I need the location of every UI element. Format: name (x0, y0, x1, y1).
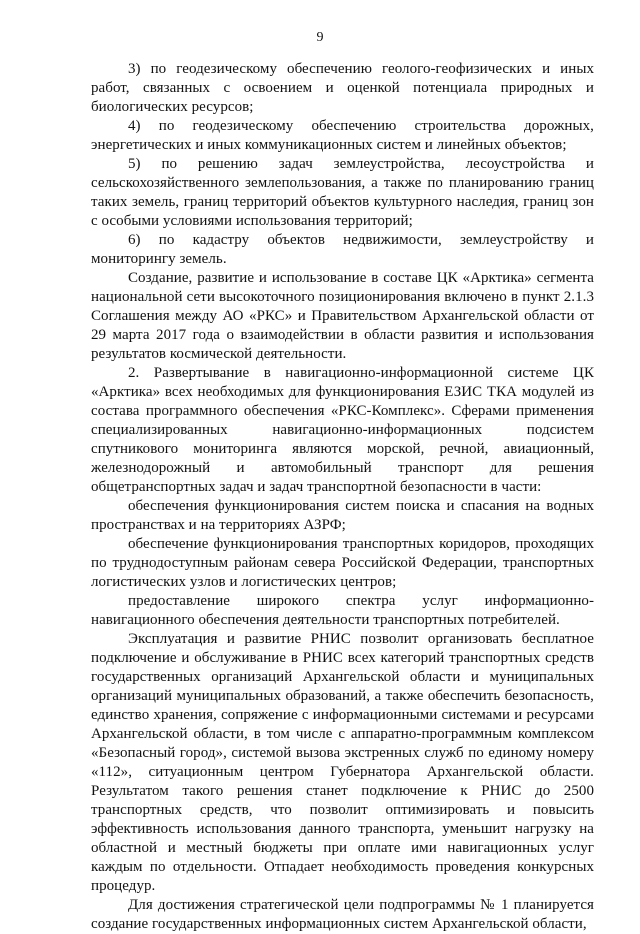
paragraph-item-3-geophysics: 3) по геодезическому обеспечению геолого-геофизических и иных работ, связанных с освоением и оценкой потенциала природных и биологических ресурсов; (91, 61, 594, 115)
paragraph-rnis-operation: Эксплуатация и развитие РНИС позволит организовать бесплатное подключение и обслуживание в РНИС всех категорий транспортных средств государственных организаций Архангельской области и муниципальных организаций муниципальных образований, а также обеспечить безопасность, единство хранения, сопряжение с информационными системами и ресурсами Архангельской области, в том числе с аппаратно-программным комплексом «Безопасный город», системой вызова экстренных служб по единому номеру «112», ситуационным центром Губернатора Архангельской области. Результатом такого решения станет подключение к РНИС до 2500 транспортных средств, что позволит оптимизировать и повысить эффективность использования данного транспорта, уменьшит нагрузку на областной и местный бюджеты при оплате ими навигационных услуг каждым по отдельности. Отпадает необходимость проведения конкурсных процедур. (91, 631, 594, 894)
paragraph-item-5-land-management: 5) по решению задач землеустройства, лесоустройства и сельскохозяйственного землепользования, а также по планированию границ таких земель, границ территорий объектов культурного наследия, границ зон с особыми условиями использования территорий; (91, 156, 594, 229)
paragraph-transport-corridors: обеспечение функционирования транспортных коридоров, проходящих по труднодоступным районам севера Российской Федерации, транспортных логистических узлов и логистических центров; (91, 536, 594, 590)
paragraph-positioning-network: Создание, развитие и использование в составе ЦК «Арктика» сегмента национальной сети высокоточного позиционирования включено в пункт 2.1.3 Соглашения между АО «РКС» и Правительством Архангельской области от 29 марта 2017 года о взаимодействии в области развития и использования результатов космической деятельности. (91, 270, 594, 362)
paragraph-navigation-services: предоставление широкого спектра услуг информационно-навигационного обеспечения деятельности транспортных потребителей. (91, 593, 594, 628)
paragraph-strategic-goal: Для достижения стратегической цели подпрограммы № 1 планируется создание государственных информационных систем Архангельской области, (91, 897, 594, 932)
paragraph-item-6-cadastre: 6) по кадастру объектов недвижимости, землеустройству и мониторингу земель. (91, 232, 594, 267)
paragraph-navigation-deployment: 2. Развертывание в навигационно-информационной системе ЦК «Арктика» всех необходимых для функционирования ЕЗИС ТКА модулей из состава программного обеспечения «РКС-Комплекс». Сферами применения специализированных навигационно-информационных подсистем спутникового мониторинга являются морской, речной, авиационный, железнодорожный и автомобильный транспорт для решения общетранспортных задач и задач транспортной безопасности в части: (91, 365, 594, 495)
page-number: 9 (316, 30, 324, 45)
paragraph-item-4-construction: 4) по геодезическому обеспечению строительства дорожных, энергетических и иных коммуникационных систем и линейных объектов; (91, 118, 594, 153)
document-body (91, 60, 594, 934)
paragraph-search-rescue: обеспечения функционирования систем поиска и спасания на водных пространствах и на территориях АЗРФ; (91, 498, 594, 533)
